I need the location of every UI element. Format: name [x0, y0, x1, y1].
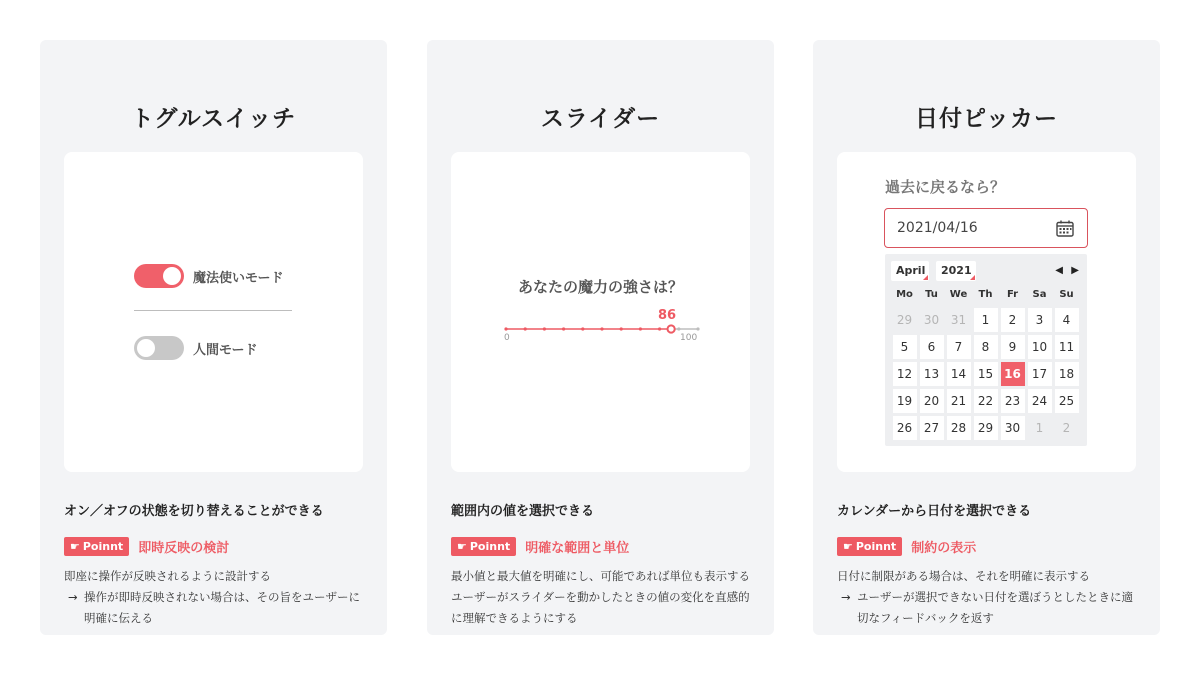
human-mode-toggle[interactable] [134, 336, 184, 360]
slider-tick [677, 327, 680, 330]
weekday-label: Tu [925, 289, 938, 300]
calendar-day: 31 [950, 312, 967, 327]
calendar-day[interactable]: 24 [1028, 389, 1052, 413]
toggle-knob [137, 339, 155, 357]
point-title: 明確な範囲と単位 [525, 541, 630, 556]
calendar-popup [885, 254, 1087, 446]
body-line: ユーザーがスライダーを動かしたときの値の変化を直感的に理解できるようにする [451, 590, 750, 625]
slider-thumb[interactable] [668, 325, 675, 332]
slider-tick [524, 327, 527, 330]
pointing-hand-icon: ☛ [70, 540, 80, 553]
point-badge-label: Poinnt [855, 540, 897, 553]
calendar-day[interactable]: 17 [1028, 362, 1052, 386]
weekday-label: Sa [1032, 289, 1047, 300]
slider-value: 86 [658, 308, 677, 323]
calendar-day[interactable]: 10 [1028, 335, 1052, 359]
pointing-hand-icon: ☛ [843, 540, 853, 553]
point-row [64, 537, 229, 556]
calendar-day[interactable]: 4 [1055, 308, 1079, 332]
calendar-day[interactable]: 30 [1001, 416, 1025, 440]
calendar-day: 2 [1062, 420, 1071, 435]
calendar-day[interactable]: 15 [974, 362, 998, 386]
slider-min-label: 0 [504, 333, 510, 343]
calendar-day[interactable]: 5 [893, 335, 917, 359]
arrow-icon: → [841, 590, 851, 604]
calendar-day[interactable]: 25 [1055, 389, 1079, 413]
calendar-day[interactable]: 23 [1001, 389, 1025, 413]
body-line: 即座に操作が反映されるように設計する [64, 569, 271, 583]
slider-tick [562, 327, 565, 330]
card-description: オン／オフの状態を切り替えることができる [64, 504, 324, 519]
point-badge-label: Poinnt [469, 540, 511, 553]
slider-track[interactable] [451, 152, 750, 352]
date-input-value: 2021/04/16 [897, 220, 978, 236]
slider-demo-panel [451, 152, 750, 472]
calendar-day[interactable]: 22 [974, 389, 998, 413]
year-select[interactable]: 2021 [936, 261, 976, 281]
weekday-label: Su [1059, 289, 1074, 300]
calendar-day[interactable]: 9 [1001, 335, 1025, 359]
calendar-day-selected[interactable]: 16 [1001, 362, 1025, 386]
calendar-day[interactable]: 19 [893, 389, 917, 413]
calendar-day[interactable]: 27 [920, 416, 944, 440]
human-mode-row [134, 336, 257, 360]
slider-question: あなたの魔力の強さは？ [517, 278, 683, 296]
toggle-demo-panel [64, 152, 363, 472]
date-picker-card [813, 40, 1160, 635]
arrow-line [64, 587, 364, 629]
divider [134, 310, 292, 311]
slider-tick [600, 327, 603, 330]
slider-tick [658, 327, 661, 330]
calendar-day[interactable]: 1 [974, 308, 998, 332]
prev-month-icon[interactable]: ◀ [1055, 265, 1063, 276]
point-title: 即時反映の検討 [138, 541, 230, 556]
body-line: 日付に制限がある場合は、それを明確に表示する [837, 569, 1090, 583]
calendar-icon[interactable] [1056, 220, 1074, 237]
card-title: トグルスイッチ [130, 106, 297, 132]
toggle-knob [163, 267, 181, 285]
card-title: スライダー [540, 106, 661, 132]
point-row [451, 537, 629, 556]
weekday-label: We [949, 289, 968, 300]
calendar-day[interactable]: 26 [893, 416, 917, 440]
slider-max-label: 100 [680, 333, 698, 343]
point-badge [64, 537, 129, 556]
point-body [451, 566, 751, 629]
next-month-icon[interactable]: ▶ [1071, 265, 1079, 276]
calendar-day[interactable]: 6 [920, 335, 944, 359]
slider-tick [696, 327, 699, 330]
calendar-day: 29 [896, 312, 913, 327]
point-title: 制約の表示 [911, 541, 977, 556]
date-input[interactable] [884, 208, 1088, 248]
human-mode-label: 人間モード [193, 342, 258, 358]
magic-mode-label: 魔法使いモード [193, 270, 284, 286]
body-line: ユーザーが選択できない日付を選ぼうとしたときに適切なフィードバックを返す [857, 590, 1133, 625]
calendar-day: 30 [923, 312, 940, 327]
calendar-day[interactable]: 18 [1055, 362, 1079, 386]
calendar-header [891, 261, 1081, 281]
point-row [837, 537, 976, 556]
weekday-header [891, 289, 1080, 300]
calendar-day[interactable]: 13 [920, 362, 944, 386]
card-description: カレンダーから日付を選択できる [837, 504, 1032, 519]
calendar-day[interactable]: 28 [947, 416, 971, 440]
slider-card [427, 40, 774, 635]
calendar-day[interactable]: 14 [947, 362, 971, 386]
calendar-day[interactable]: 2 [1001, 308, 1025, 332]
pointing-hand-icon: ☛ [457, 540, 467, 553]
slider-tick [639, 327, 642, 330]
calendar-day[interactable]: 29 [974, 416, 998, 440]
calendar-day[interactable]: 3 [1028, 308, 1052, 332]
toggle-switch-card [40, 40, 387, 635]
body-line: 操作が即時反映されない場合は、その旨をユーザーに明確に伝える [84, 590, 360, 625]
calendar-day[interactable]: 11 [1055, 335, 1079, 359]
point-badge-label: Poinnt [82, 540, 124, 553]
slider-tick [504, 327, 507, 330]
arrow-icon: → [68, 590, 78, 604]
weekday-label: Th [978, 289, 993, 300]
magic-mode-toggle[interactable] [134, 264, 184, 288]
calendar-day[interactable]: 12 [893, 362, 917, 386]
arrow-line [837, 587, 1137, 629]
point-badge [837, 537, 902, 556]
weekday-label: Mo [896, 289, 913, 300]
card-title: 日付ピッカー [914, 106, 1059, 132]
point-body [64, 566, 364, 629]
calendar-day[interactable]: 8 [974, 335, 998, 359]
month-select[interactable]: April [891, 261, 929, 281]
calendar-day[interactable]: 7 [947, 335, 971, 359]
calendar-day: 1 [1035, 420, 1044, 435]
slider-tick [620, 327, 623, 330]
point-badge [451, 537, 516, 556]
calendar-days [891, 306, 1080, 441]
calendar-day[interactable]: 20 [920, 389, 944, 413]
magic-mode-row [134, 264, 283, 288]
weekday-label: Fr [1006, 289, 1019, 300]
slider-tick [581, 327, 584, 330]
slider-tick [543, 327, 546, 330]
calendar-day[interactable]: 21 [947, 389, 971, 413]
date-picker-demo-panel [837, 152, 1136, 472]
body-line: 最小値と最大値を明確にし、可能であれば単位も表示する [451, 569, 750, 583]
date-question: 過去に戻るなら？ [885, 178, 1006, 196]
point-body [837, 566, 1137, 629]
card-description: 範囲内の値を選択できる [451, 504, 595, 519]
